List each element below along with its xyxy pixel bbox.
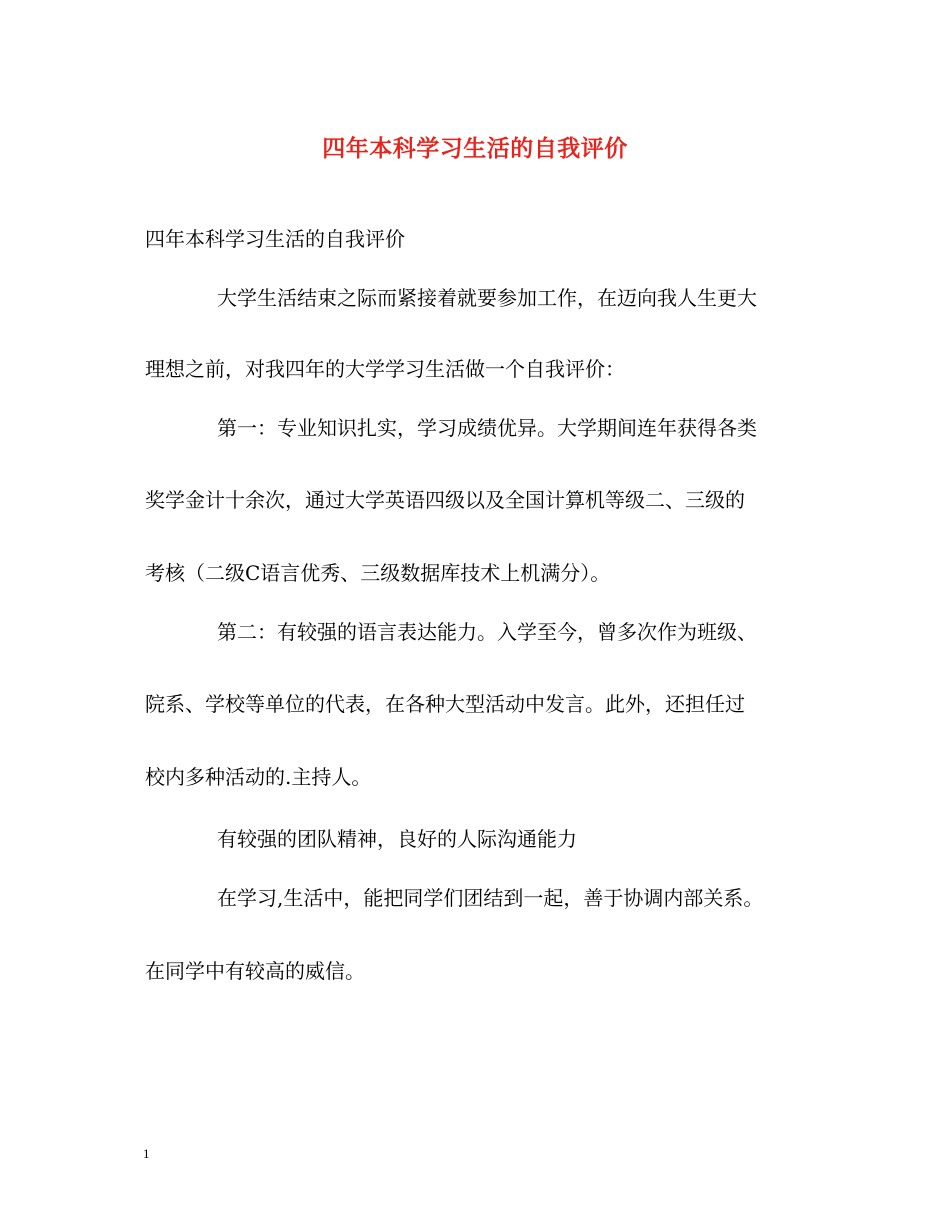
paragraph-line: 奖学金计十余次，通过大学英语四级以及全国计算机等级二、三级的 bbox=[145, 488, 745, 512]
paragraph-line: 考核（二级C语言优秀、三级数据库技术上机满分）。 bbox=[145, 561, 611, 585]
paragraph-line: 大学生活结束之际而紧接着就要参加工作，在迈向我人生更大 bbox=[217, 286, 757, 310]
paragraph-line: 有较强的团队精神，良好的人际沟通能力 bbox=[217, 827, 577, 851]
paragraph-line: 院系、学校等单位的代表，在各种大型活动中发言。此外，还担任过 bbox=[145, 692, 745, 716]
document-title: 四年本科学习生活的自我评价 bbox=[322, 135, 628, 162]
paragraph-line: 第二：有较强的语言表达能力。入学至今，曾多次作为班级、 bbox=[217, 620, 757, 644]
paragraph-line: 在同学中有较高的威信。 bbox=[145, 959, 365, 983]
paragraph-line: 在学习,生活中，能把同学们团结到一起，善于协调内部关系。 bbox=[217, 886, 764, 910]
page-number: 1 bbox=[143, 1146, 150, 1161]
paragraph-line: 理想之前，对我四年的大学学习生活做一个自我评价： bbox=[145, 357, 625, 381]
document-subtitle: 四年本科学习生活的自我评价 bbox=[145, 227, 405, 251]
paragraph-line: 校内多种活动的.主持人。 bbox=[145, 765, 372, 789]
paragraph-line: 第一：专业知识扎实，学习成绩优异。大学期间连年获得各类 bbox=[217, 416, 757, 440]
